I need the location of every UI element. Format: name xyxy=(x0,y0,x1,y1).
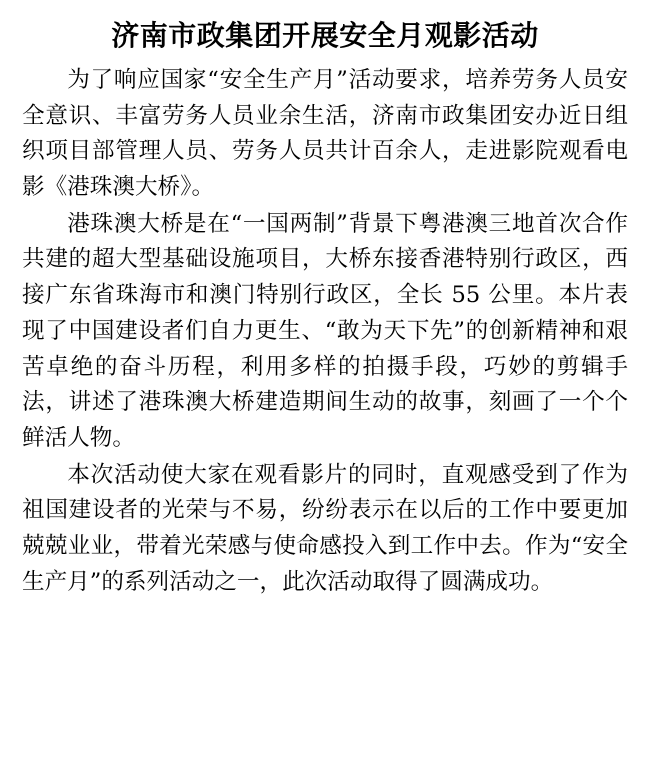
paragraph: 为了响应国家“安全生产月”活动要求，培养劳务人员安全意识、丰富劳务人员业余生活，济南市政集团安办近日组织项目部管理人员、劳务人员共计百余人，走进影院观看电影《港珠澳大桥》。 xyxy=(22,67,628,201)
page-title: 济南市政集团开展安全月观影活动 xyxy=(111,19,539,52)
paragraph: 港珠澳大桥是在“一国两制”背景下粤港澳三地首次合作共建的超大型基础设施项目，大桥东接香港特别行政区，西接广东省珠海市和澳门特别行政区，全长 55 公里。本片表现了中国建设者们自力更生、“敢为天下先”的创新精神和艰苦卓绝的奋斗历程，利用多样的拍摄手段，巧妙的剪辑手法，讲述了港珠澳大桥建造期间生动的故事，刻画了一个个鲜活人物。 xyxy=(22,210,628,451)
paragraph: 本次活动使大家在观看影片的同时，直观感受到了作为祖国建设者的光荣与不易，纷纷表示在以后的工作中要更加兢兢业业，带着光荣感与使命感投入到工作中去。作为“安全生产月”的系列活动之一，此次活动取得了圆满成功。 xyxy=(22,461,628,595)
document-body xyxy=(22,63,628,600)
